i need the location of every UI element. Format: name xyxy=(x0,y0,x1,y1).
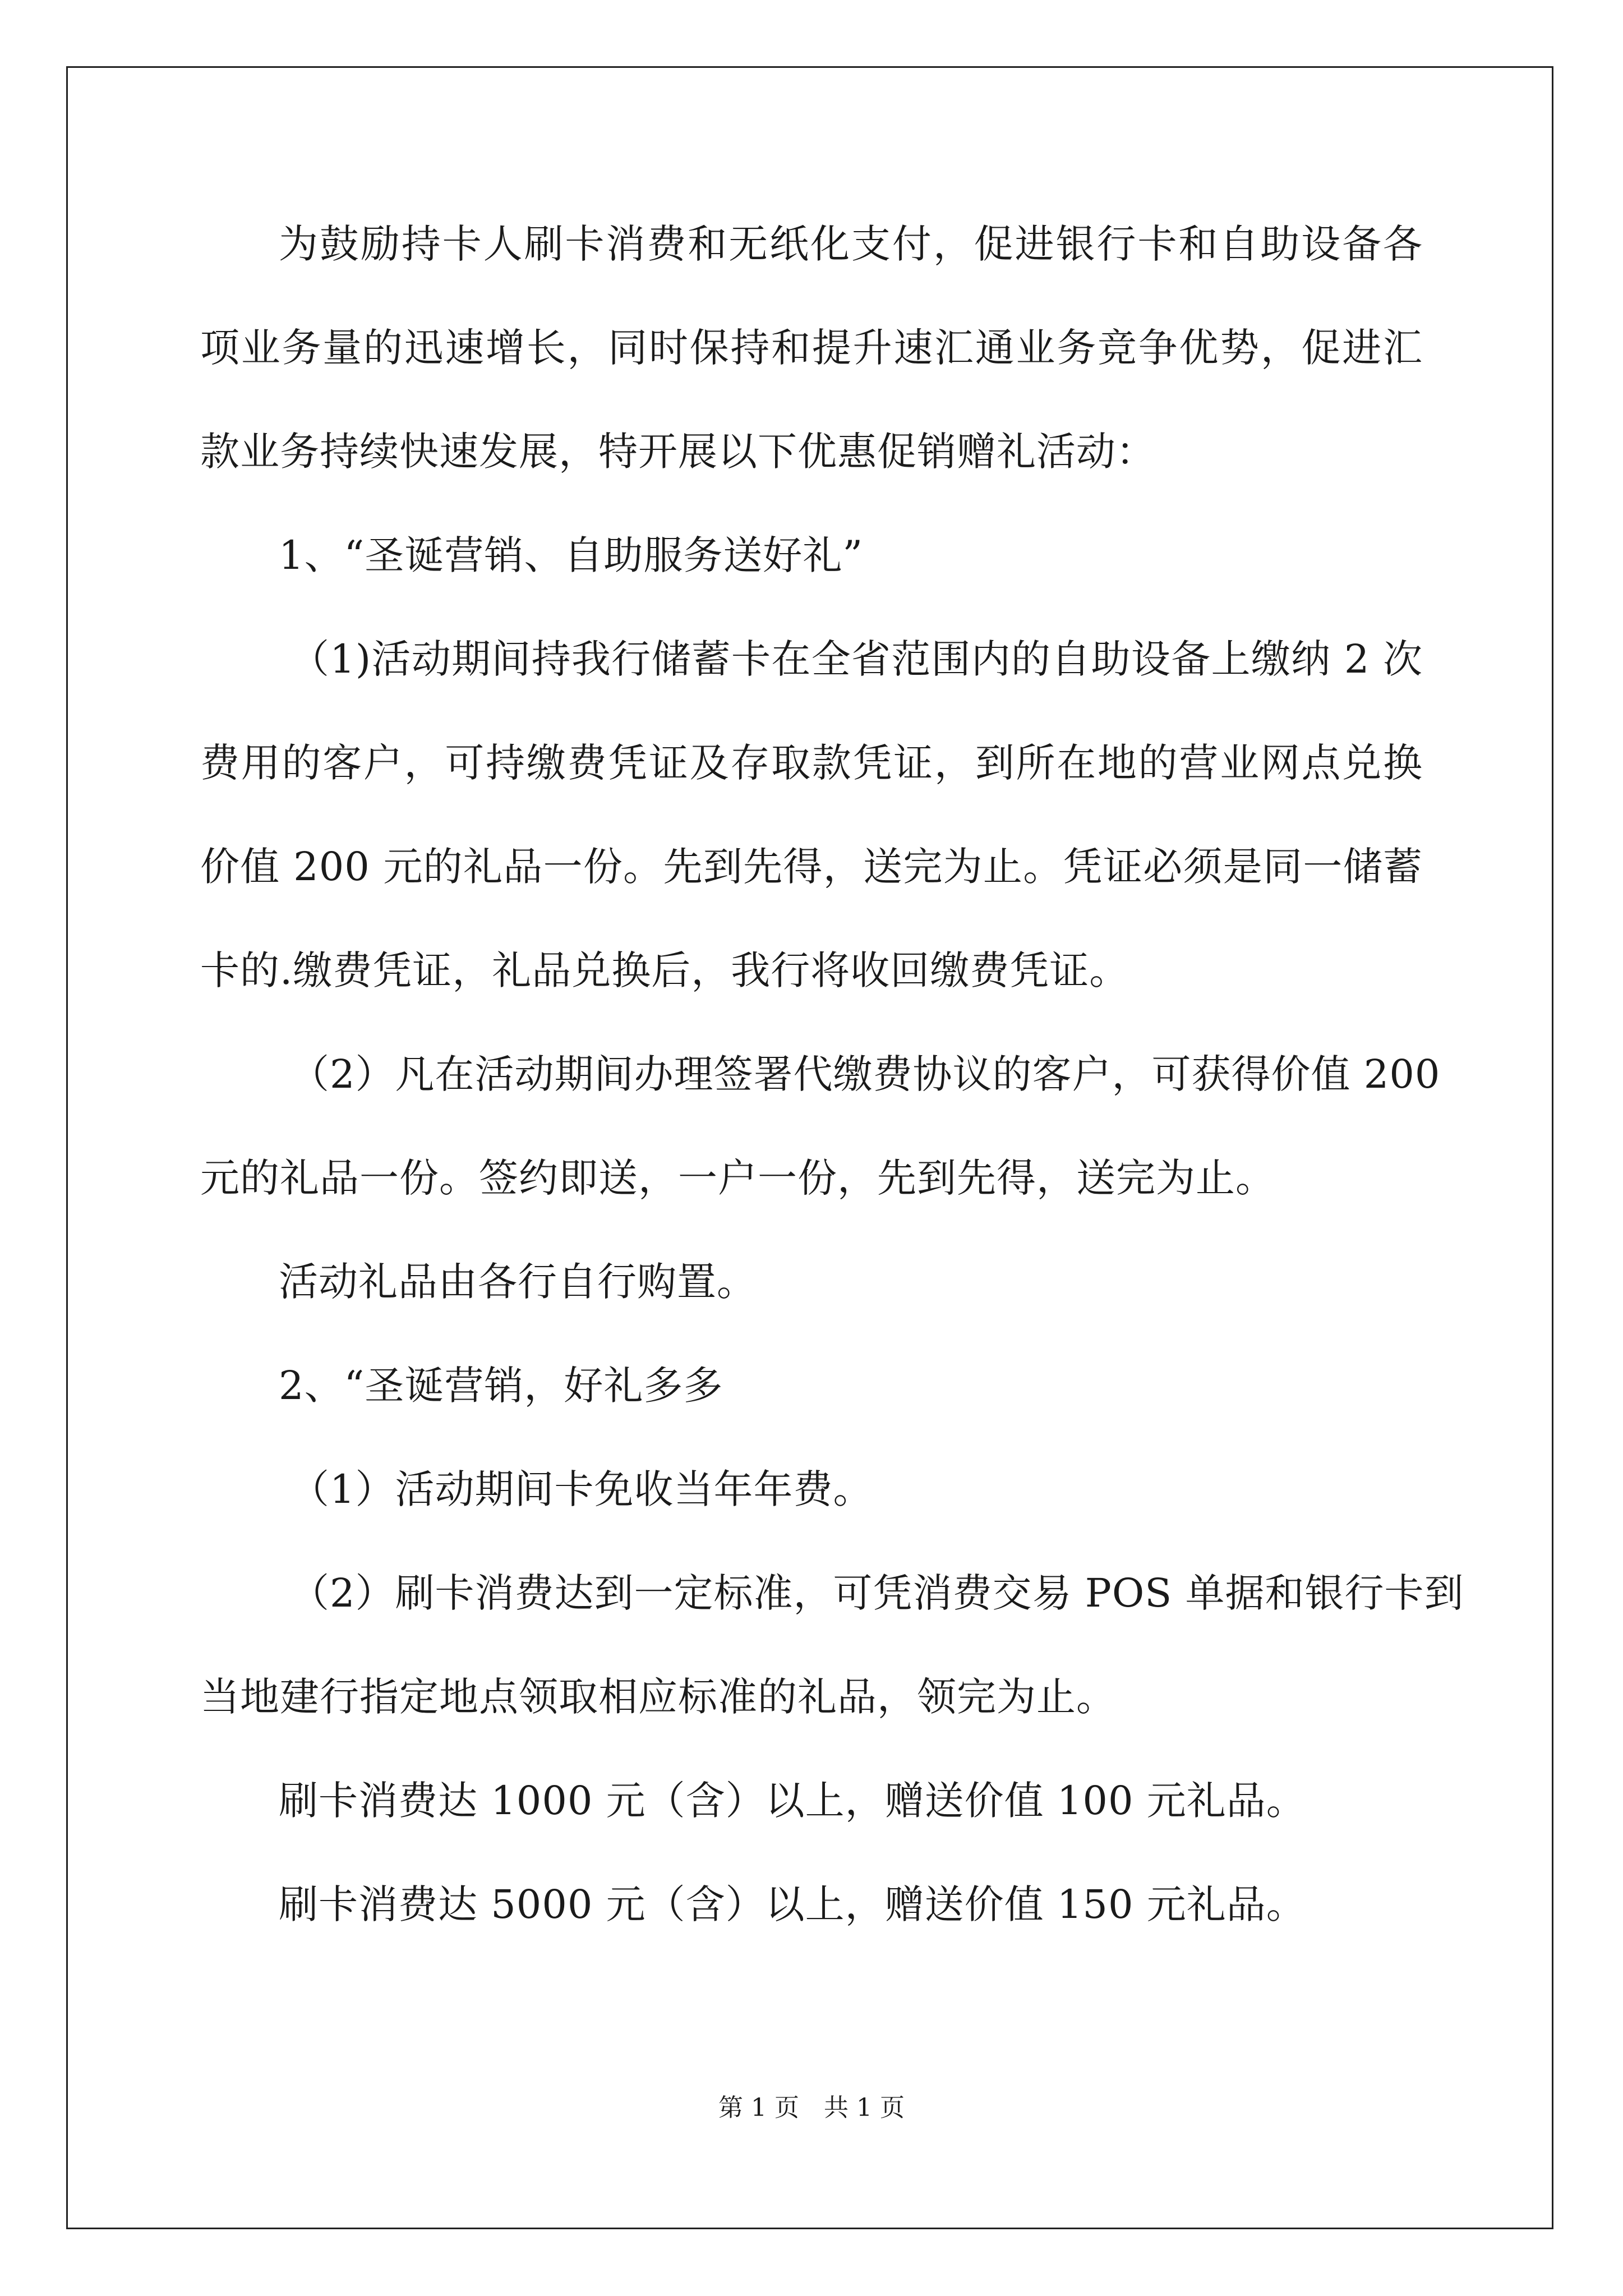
section-heading: 2、“圣诞营销，好礼多多 xyxy=(279,1363,723,1409)
paragraph-line: （2）刷卡消费达到一定标准，可凭消费交易 POS 单据和银行卡到 xyxy=(290,1570,1464,1616)
paragraph-line: 款业务持续快速发展，特开展以下优惠促销赠礼活动： xyxy=(200,429,1156,475)
paragraph-line: （1）活动期间卡免收当年年费。 xyxy=(290,1466,873,1512)
paragraph-line: 费用的客户，可持缴费凭证及存取款凭证，到所在地的营业网点兑换 xyxy=(200,740,1423,786)
paragraph-line: 刷卡消费达 5000 元（含）以上，赠送价值 150 元礼品。 xyxy=(279,1881,1306,1927)
paragraph-line: 元的礼品一份。签约即送，一户一份，先到先得，送完为止。 xyxy=(200,1155,1275,1201)
paragraph-line: 卡的.缴费凭证，礼品兑换后，我行将收回缴费凭证。 xyxy=(200,947,1129,993)
paragraph-line: 当地建行指定地点领取相应标准的礼品，领完为止。 xyxy=(200,1674,1116,1720)
paragraph-line: 活动礼品由各行自行购置。 xyxy=(279,1259,757,1305)
page-number-footer: 第 1 页 共 1 页 xyxy=(718,2093,905,2122)
paragraph-line: 刷卡消费达 1000 元（含）以上，赠送价值 100 元礼品。 xyxy=(279,1778,1306,1824)
paragraph-line: （1)活动期间持我行储蓄卡在全省范围内的自助设备上缴纳 2 次 xyxy=(290,636,1423,682)
paragraph-line: 为鼓励持卡人刷卡消费和无纸化支付，促进银行卡和自助设备各 xyxy=(279,221,1423,267)
paragraph-line: （2）凡在活动期间办理签署代缴费协议的客户，可获得价值 200 xyxy=(290,1051,1441,1097)
section-heading: 1、“圣诞营销、自助服务送好礼” xyxy=(279,532,864,578)
paragraph-line: 项业务量的迅速增长，同时保持和提升速汇通业务竞争优势，促进汇 xyxy=(200,325,1423,371)
paragraph-line: 价值 200 元的礼品一份。先到先得，送完为止。凭证必须是同一储蓄 xyxy=(200,844,1423,890)
